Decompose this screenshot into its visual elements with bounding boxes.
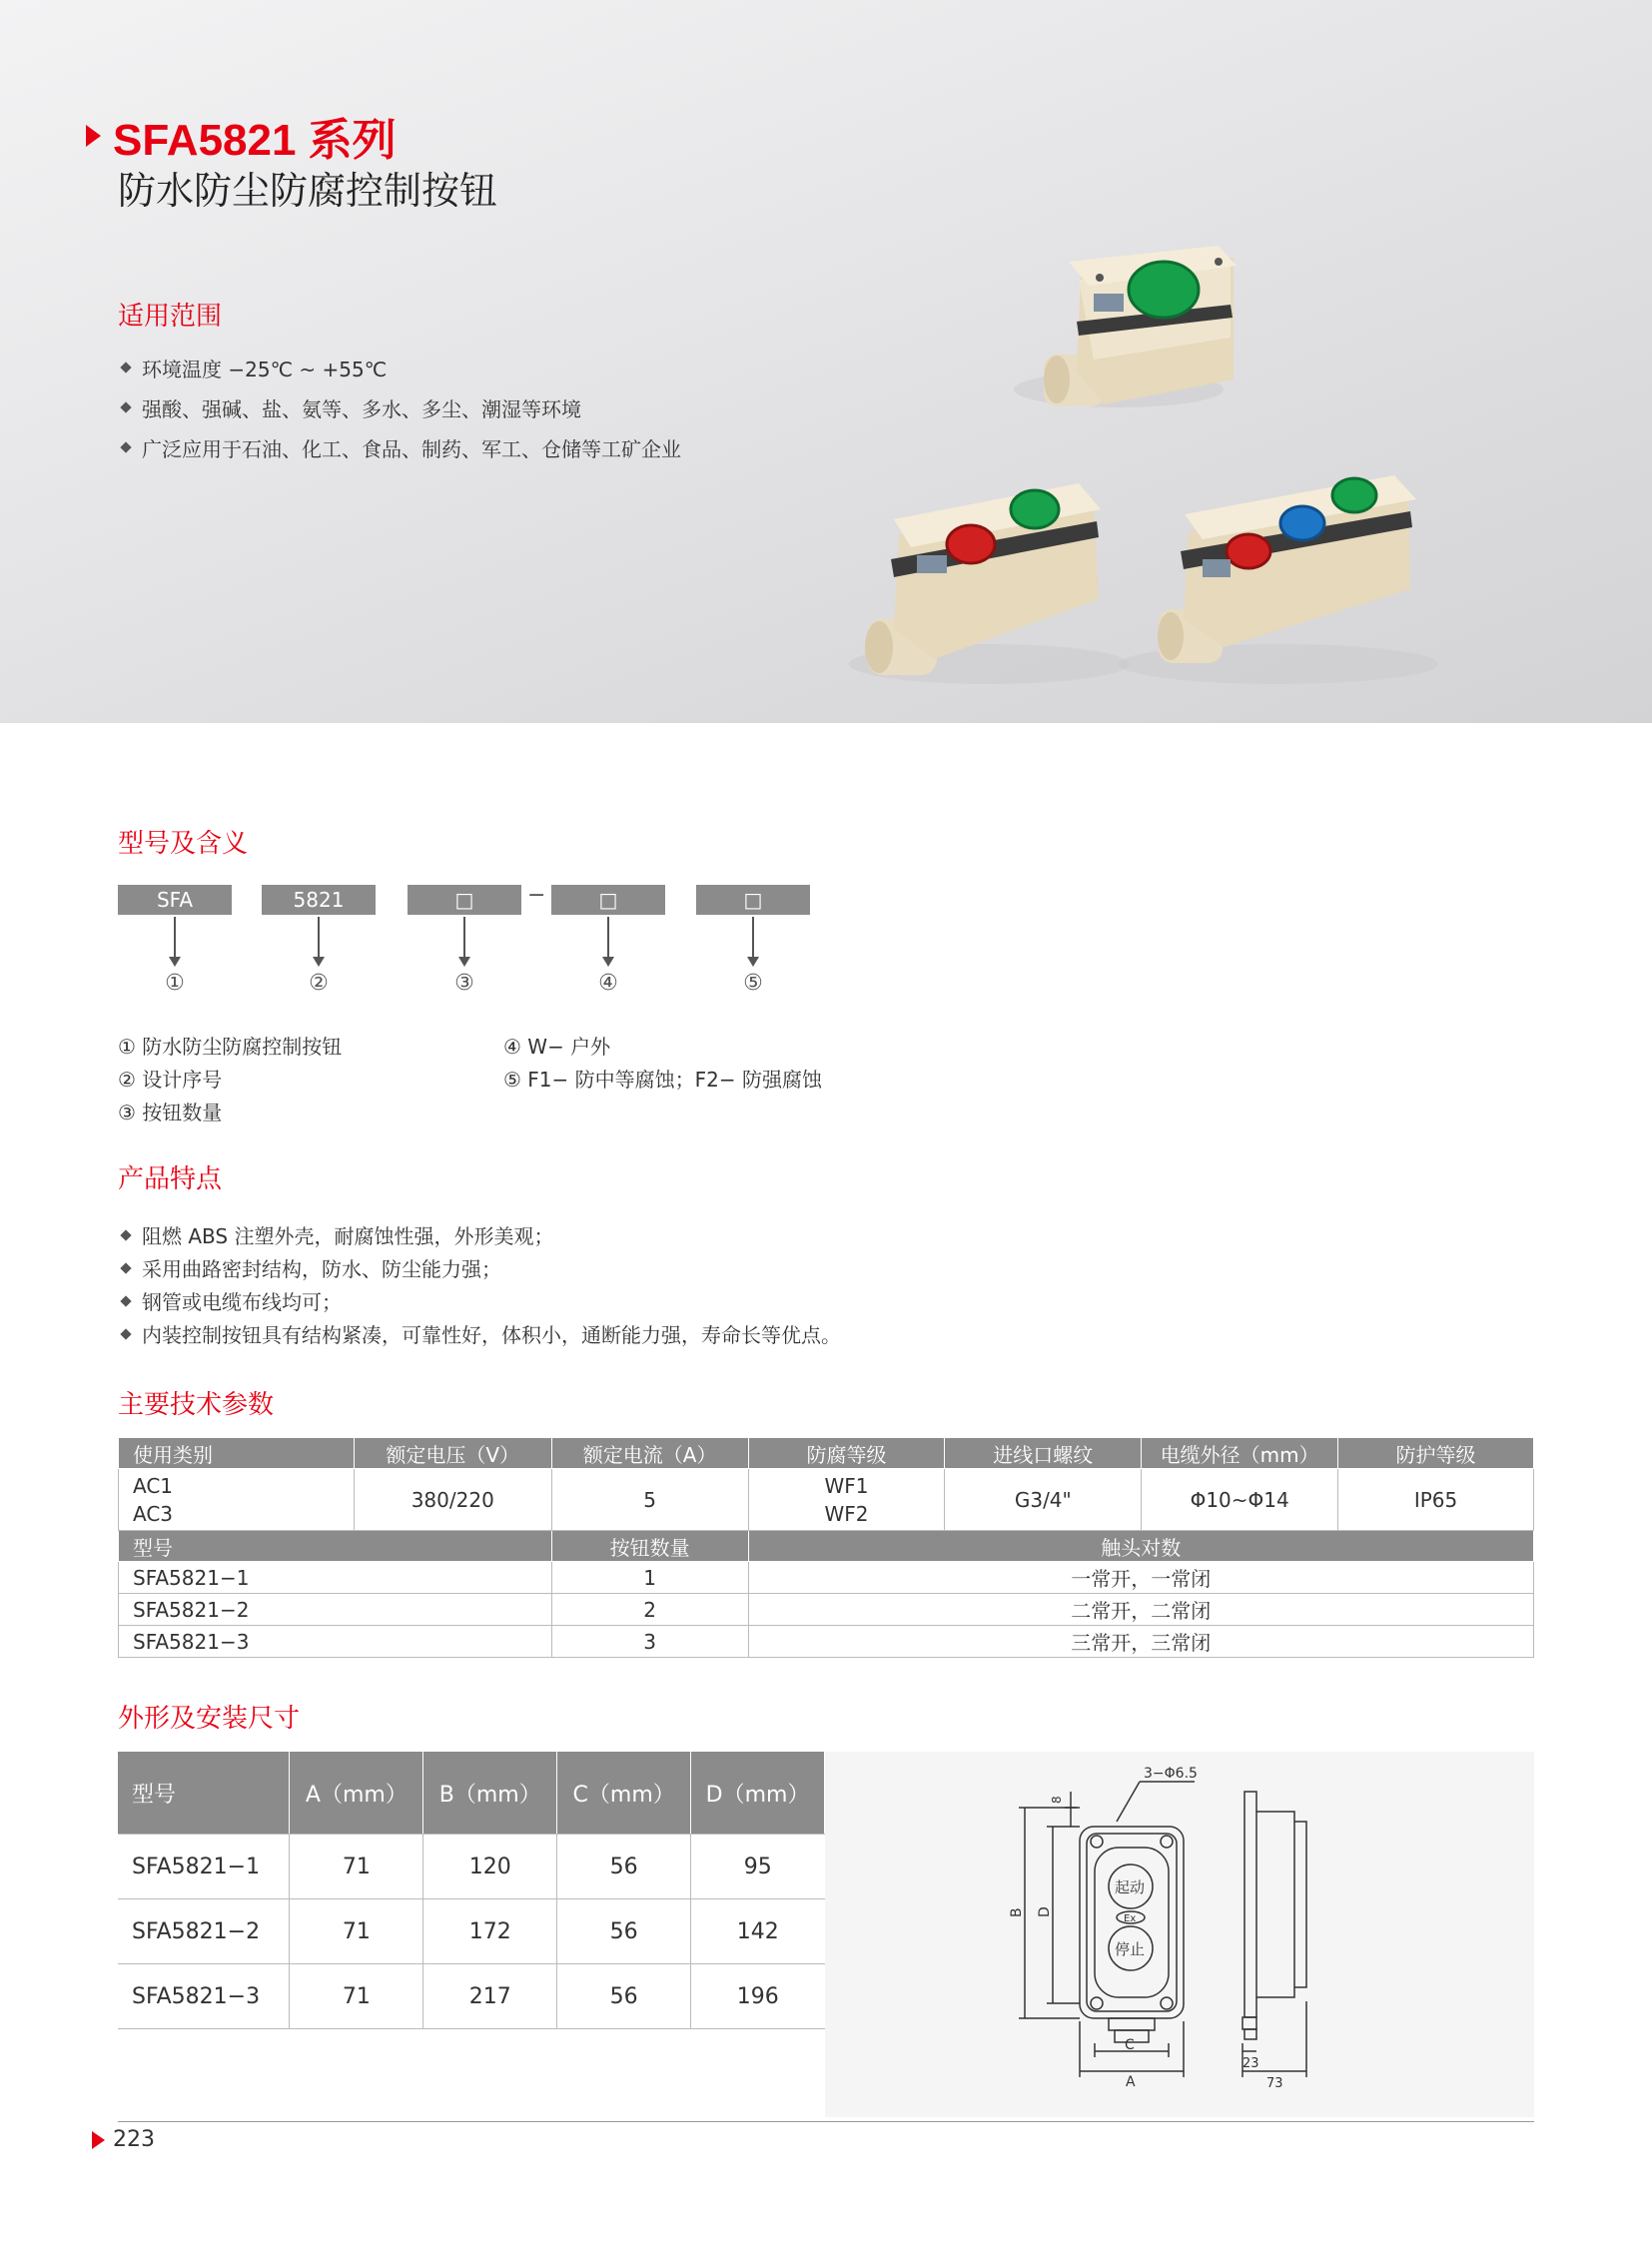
drawing-hole-label: 3−Φ6.5 (1144, 1766, 1198, 1782)
header-cell: 触头对数 (748, 1531, 1533, 1562)
drawing-label-d: D (1037, 1906, 1053, 1917)
diamond-bullet-icon (120, 401, 131, 412)
list-item: 采用曲路密封结构，防水、防尘能力强； (122, 1251, 841, 1284)
meaning-3: ③ 按钮数量 (118, 1101, 223, 1124)
tech-heading: 主要技术参数 (118, 1390, 275, 1420)
tech-table (118, 1438, 1534, 1658)
product-two-buttons (849, 483, 1129, 684)
header-cell: 防腐等级 (748, 1438, 945, 1469)
arrow-line (318, 917, 320, 961)
features-heading: 产品特点 (118, 1164, 223, 1194)
arrow-line (607, 917, 609, 961)
product-subtitle: 防水防尘防腐控制按钮 (118, 169, 498, 213)
drawing-top-offset: 8 (1050, 1796, 1064, 1804)
marker-1: ① (165, 971, 185, 996)
arrow-down-icon (313, 957, 325, 967)
header-cell: 型号 (119, 1531, 552, 1562)
scope-list (122, 348, 681, 467)
drawing-start-label: 起动 (1115, 1878, 1146, 1896)
list-item: 环境温度 −25℃ ~ +55℃ (122, 348, 681, 387)
header-cell: 额定电压（V） (354, 1438, 551, 1469)
grade-cell: WF1 WF2 (748, 1469, 945, 1531)
arrow-down-icon (169, 957, 181, 967)
arrow-down-icon (602, 957, 614, 967)
drawing-label-b: B (1009, 1907, 1025, 1917)
header-cell: 防护等级 (1338, 1438, 1534, 1469)
drawing-stop-label: 停止 (1115, 1940, 1146, 1958)
product-single-button (1014, 246, 1237, 407)
table-row: SFA5821−2 2 二常开，二常闭 (119, 1594, 1534, 1626)
list-item: 内装控制按钮具有结构紧凑，可靠性好，体积小，通断能力强，寿命长等优点。 (122, 1317, 841, 1350)
arrow-line (752, 917, 754, 961)
header-cell: 进线口螺纹 (945, 1438, 1142, 1469)
dims-table (118, 1752, 825, 2029)
drawing-side-width-2: 73 (1266, 2076, 1283, 2091)
scope-heading: 适用范围 (118, 302, 223, 332)
marker-5: ⑤ (743, 971, 763, 996)
meaning-4: ④ W− 户外 (503, 1035, 611, 1059)
product-three-buttons (1119, 475, 1438, 684)
drawing-label-c: C (1125, 2037, 1135, 2053)
arrow-line (174, 917, 176, 961)
table-header-row (119, 1531, 1534, 1562)
diamond-bullet-icon (120, 441, 131, 452)
list-item: 广泛应用于石油、化工、食品、制药、军工、仓储等工矿企业 (122, 427, 681, 467)
series-title: SFA5821 系列 (113, 116, 397, 165)
dims-heading: 外形及安装尺寸 (118, 1704, 301, 1734)
header-cell: 按钮数量 (551, 1531, 748, 1562)
hero-banner (0, 0, 1652, 723)
diamond-bullet-icon (120, 1328, 131, 1339)
diamond-bullet-icon (120, 1262, 131, 1273)
code-box-3: □ (408, 885, 521, 915)
diamond-bullet-icon (120, 1229, 131, 1240)
list-item: 钢管或电缆布线均可； (122, 1284, 841, 1317)
series-heading (86, 104, 397, 168)
list-item: 阻燃 ABS 注塑外壳，耐腐蚀性强，外形美观； (122, 1218, 841, 1251)
table-row: SFA5821−3 71 217 56 196 (118, 1964, 825, 2029)
table-header-row: 型号 A（mm） B（mm） C（mm） D（mm） (118, 1752, 825, 1835)
dimension-drawing (825, 1752, 1534, 2117)
drawing-ex-mark: Ex (1124, 1913, 1137, 1924)
drawing-side-width-1: 23 (1242, 2056, 1259, 2071)
table-row: SFA5821−1 1 一常开，一常闭 (119, 1562, 1534, 1594)
meaning-1: ① 防水防尘防腐控制按钮 (118, 1035, 343, 1059)
cable-cell: Φ10~Φ14 (1142, 1469, 1338, 1531)
table-row: SFA5821−2 71 172 56 142 (118, 1899, 825, 1964)
header-cell: 电缆外径（mm） (1142, 1438, 1338, 1469)
code-box-1: SFA (118, 885, 232, 915)
header-cell: 使用类别 (119, 1438, 355, 1469)
marker-2: ② (309, 971, 329, 996)
list-item: 强酸、强碱、盐、氨等、多水、多尘、潮湿等环境 (122, 387, 681, 427)
triangle-icon (86, 125, 101, 147)
meaning-5: ⑤ F1− 防中等腐蚀；F2− 防强腐蚀 (503, 1068, 822, 1092)
features-list (122, 1218, 841, 1350)
diamond-bullet-icon (120, 362, 131, 373)
code-box-5: □ (696, 885, 810, 915)
ip-cell: IP65 (1338, 1469, 1534, 1531)
category-cell: AC1 AC3 (119, 1469, 355, 1531)
arrow-down-icon (747, 957, 759, 967)
footer-divider (118, 2121, 1534, 2122)
thread-cell: G3/4" (945, 1469, 1142, 1531)
table-row: SFA5821−1 71 120 56 95 (118, 1835, 825, 1899)
code-box-4: □ (551, 885, 665, 915)
table-row: SFA5821−3 3 三常开，三常闭 (119, 1626, 1534, 1658)
code-box-2: 5821 (262, 885, 376, 915)
arrow-down-icon (458, 957, 470, 967)
current-cell: 5 (551, 1469, 748, 1531)
diamond-bullet-icon (120, 1295, 131, 1306)
drawing-svg (825, 1752, 1534, 2117)
table-header-row (119, 1438, 1534, 1469)
voltage-cell: 380/220 (354, 1469, 551, 1531)
arrow-line (463, 917, 465, 961)
code-dash: − (527, 883, 546, 908)
meaning-2: ② 设计序号 (118, 1068, 223, 1092)
marker-3: ③ (454, 971, 474, 996)
marker-4: ④ (598, 971, 618, 996)
model-heading: 型号及含义 (118, 829, 249, 859)
header-cell: 额定电流（A） (551, 1438, 748, 1469)
page-number: 223 (92, 2127, 155, 2152)
drawing-label-a: A (1126, 2074, 1136, 2090)
triangle-icon (92, 2131, 105, 2149)
table-row (119, 1469, 1534, 1531)
